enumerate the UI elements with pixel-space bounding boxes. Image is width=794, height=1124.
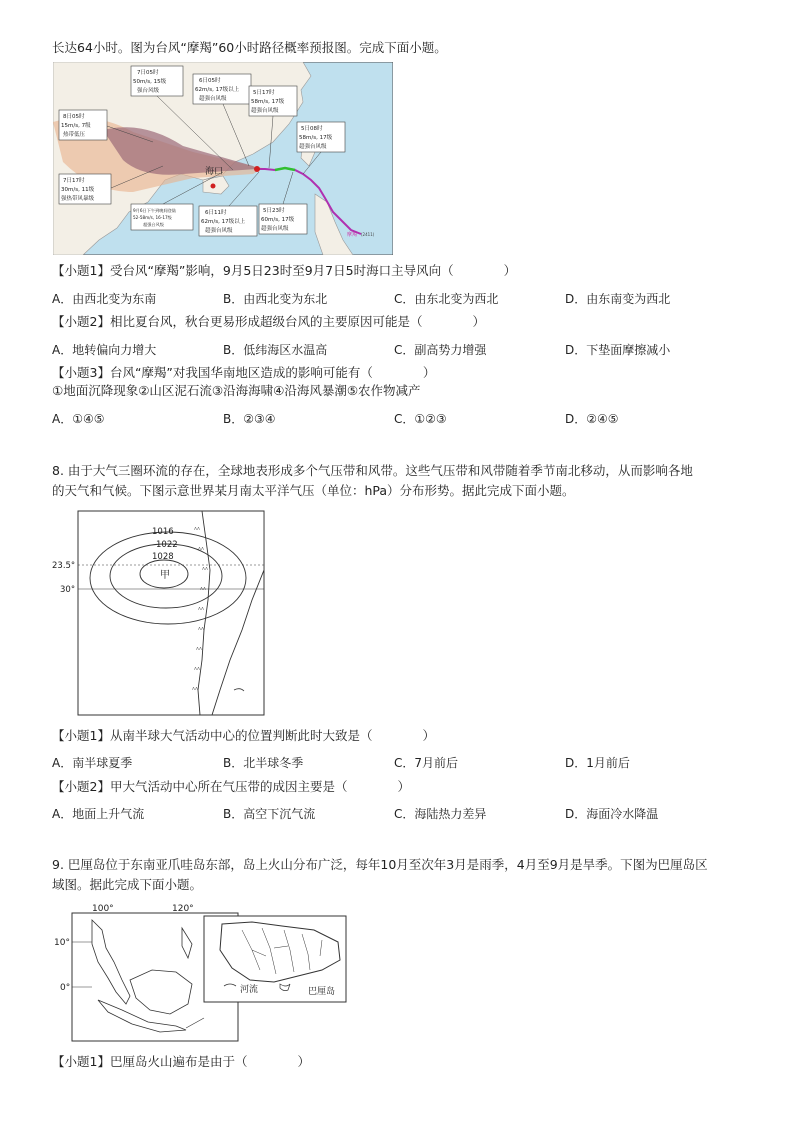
q8-sub1-option-b[interactable]: B．北半球冬季 xyxy=(223,756,304,770)
svg-text:ʌʌ: ʌʌ xyxy=(192,686,198,692)
svg-text:5日08时: 5日08时 xyxy=(301,126,323,132)
q7-sub2-option-b[interactable]: B．低纬海区水温高 xyxy=(223,343,328,357)
river-legend-label: 河流 xyxy=(240,985,259,995)
svg-text:58m/s, 17级: 58m/s, 17级 xyxy=(251,99,285,105)
q7-sub1-stem: 【小题1】受台风“摩羯”影响，9月5日23时至9月7日5时海口主导风向（ ） xyxy=(52,263,517,278)
q7-sub2-option-d[interactable]: D．下垫面摩擦减小 xyxy=(565,343,671,357)
svg-text:30m/s, 11级: 30m/s, 11级 xyxy=(61,187,95,193)
svg-text:超强台风级: 超强台风级 xyxy=(143,222,164,227)
q7-sub1-option-a[interactable]: A．由西北变为东南 xyxy=(52,292,157,306)
svg-text:15m/s, 7级: 15m/s, 7级 xyxy=(61,123,91,129)
svg-text:58m/s, 17级: 58m/s, 17级 xyxy=(299,135,333,141)
svg-text:ʌʌ: ʌʌ xyxy=(194,666,200,672)
q8-sub1-stem: 【小题1】从南半球大气活动中心的位置判断此时大致是（ ） xyxy=(52,728,435,743)
island-label: 巴厘岛 xyxy=(308,987,336,997)
svg-text:ʌʌ: ʌʌ xyxy=(194,526,200,532)
label-6d05 xyxy=(193,74,251,104)
q7-sub3-list: ①地面沉降现象②山区泥石流③沿海海啸④沿海风暴潮⑤农作物减产 xyxy=(52,383,421,398)
center-label: 甲 xyxy=(160,570,170,581)
svg-text:ʌʌ: ʌʌ xyxy=(198,626,204,632)
svg-text:超强台风级: 超强台风级 xyxy=(251,108,279,114)
typhoon-map xyxy=(53,62,393,255)
forecast-point xyxy=(254,166,260,172)
q7-sub3-option-c[interactable]: C．①②③ xyxy=(394,412,447,426)
q7-sub1-option-c[interactable]: C．由东北变为西北 xyxy=(394,292,499,306)
label-8d05 xyxy=(59,110,107,140)
storm-name: 摩羯 xyxy=(347,232,358,238)
q7-sub3-option-a[interactable]: A．①④⑤ xyxy=(52,412,105,426)
pressure-map xyxy=(52,510,267,718)
label-7d17 xyxy=(59,174,111,204)
lat-label-23: 23.5° xyxy=(52,561,76,571)
label-6d11 xyxy=(199,206,257,236)
svg-text:ʌʌ: ʌʌ xyxy=(202,566,208,572)
q7-sub2-stem: 【小题2】相比夏台风，秋台更易形成超级台风的主要原因可能是（ ） xyxy=(52,314,485,329)
svg-text:62m/s, 17级以上: 62m/s, 17级以上 xyxy=(201,219,246,225)
svg-text:6日05时: 6日05时 xyxy=(199,78,221,84)
lon-label-120: 120° xyxy=(172,904,194,914)
svg-text:5日23时: 5日23时 xyxy=(263,208,285,214)
svg-text:6日11时: 6日11时 xyxy=(205,210,227,216)
svg-text:强台风级: 强台风级 xyxy=(137,88,160,94)
svg-text:8日05时: 8日05时 xyxy=(63,114,85,120)
svg-text:热带低压: 热带低压 xyxy=(63,132,86,138)
svg-text:7日17时: 7日17时 xyxy=(63,178,85,184)
svg-text:ʌʌ: ʌʌ xyxy=(196,646,202,652)
isobar-label-1028: 1028 xyxy=(152,552,174,562)
q7-sub3-stem: 【小题3】台风“摩羯”对我国华南地区造成的影响可能有（ ） xyxy=(52,365,436,380)
q7-intro: 长达64小时。图为台风“摩羯”60小时路径概率预报图。完成下面小题。 xyxy=(52,40,447,55)
q9-stem-line2: 域图。据此完成下面小题。 xyxy=(52,877,203,892)
lon-label-100: 100° xyxy=(92,904,114,914)
svg-text:超强台风级: 超强台风级 xyxy=(261,226,289,232)
haikou-point xyxy=(211,184,216,189)
svg-text:5日17时: 5日17时 xyxy=(253,90,275,96)
q7-sub3-option-b[interactable]: B．②③④ xyxy=(223,412,276,426)
q8-sub2-stem: 【小题2】甲大气活动中心所在气压带的成因主要是（ ） xyxy=(52,779,410,794)
label-5d17 xyxy=(249,86,297,116)
q7-sub2-option-c[interactable]: C．副高势力增强 xyxy=(394,343,487,357)
svg-text:超强台风级: 超强台风级 xyxy=(205,228,233,234)
q8-sub1-option-c[interactable]: C．7月前后 xyxy=(394,756,459,770)
svg-text:超强台风级: 超强台风级 xyxy=(299,144,327,150)
q8-sub2-option-c[interactable]: C．海陆热力差异 xyxy=(394,807,487,821)
q8-sub1-option-a[interactable]: A．南半球夏季 xyxy=(52,756,133,770)
lat-label-0: 0° xyxy=(60,983,71,993)
svg-text:强热带风暴级: 强热带风暴级 xyxy=(61,196,95,202)
q8-stem-line2: 的天气和气候。下图示意世界某月南太平洋气压（单位：hPa）分布形势。据此完成下面小题。 xyxy=(52,483,575,498)
label-7d05 xyxy=(131,66,183,96)
bali-map xyxy=(52,900,352,1045)
svg-text:ʌʌ: ʌʌ xyxy=(198,546,204,552)
svg-text:9月6日下午到晚间登陆: 9月6日下午到晚间登陆 xyxy=(133,208,177,213)
svg-text:60m/s, 17级: 60m/s, 17级 xyxy=(261,217,295,223)
svg-text:62m/s, 17级以上: 62m/s, 17级以上 xyxy=(195,87,240,93)
q7-sub2-option-a[interactable]: A．地转偏向力增大 xyxy=(52,343,157,357)
lat-label-30: 30° xyxy=(60,585,76,595)
lat-label-10: 10° xyxy=(54,938,70,948)
q7-sub3-option-d[interactable]: D．②④⑤ xyxy=(565,412,619,426)
city-label: 海口 xyxy=(205,167,224,177)
svg-text:50m/s, 15级: 50m/s, 15级 xyxy=(133,79,167,85)
q8-stem-line1: 8. 由于大气三圈环流的存在，全球地表形成多个气压带和风带。这些气压带和风带随着季节南北移动，从而影响各地 xyxy=(52,463,693,478)
q9-sub1-stem: 【小题1】巴厘岛火山遍布是由于（ ） xyxy=(52,1054,310,1069)
q7-sub1-option-b[interactable]: B．由西北变为东北 xyxy=(223,292,328,306)
isobar-label-1016: 1016 xyxy=(152,527,174,537)
storm-code: (2411) xyxy=(361,232,375,237)
label-5d23 xyxy=(259,204,307,234)
q8-sub2-option-a[interactable]: A．地面上升气流 xyxy=(52,807,145,821)
q8-sub1-option-d[interactable]: D．1月前后 xyxy=(565,756,630,770)
q8-sub2-option-b[interactable]: B．高空下沉气流 xyxy=(223,807,316,821)
q8-sub2-option-d[interactable]: D．海面冷水降温 xyxy=(565,807,659,821)
svg-text:ʌʌ: ʌʌ xyxy=(198,606,204,612)
svg-text:7日05时: 7日05时 xyxy=(137,70,159,76)
svg-text:超强台风级: 超强台风级 xyxy=(199,96,227,102)
q9-stem-line1: 9. 巴厘岛位于东南亚爪哇岛东部，岛上火山分布广泛，每年10月至次年3月是雨季，4月至9月是旱季。下图为巴厘岛区 xyxy=(52,857,708,872)
q7-sub1-option-d[interactable]: D．由东南变为西北 xyxy=(565,292,671,306)
isobar-label-1022: 1022 xyxy=(156,540,178,550)
label-landfall xyxy=(131,204,193,230)
svg-text:ʌʌ: ʌʌ xyxy=(200,586,206,592)
label-5d08 xyxy=(297,122,345,152)
svg-text:52-58m/s, 16-17级: 52-58m/s, 16-17级 xyxy=(133,215,172,220)
